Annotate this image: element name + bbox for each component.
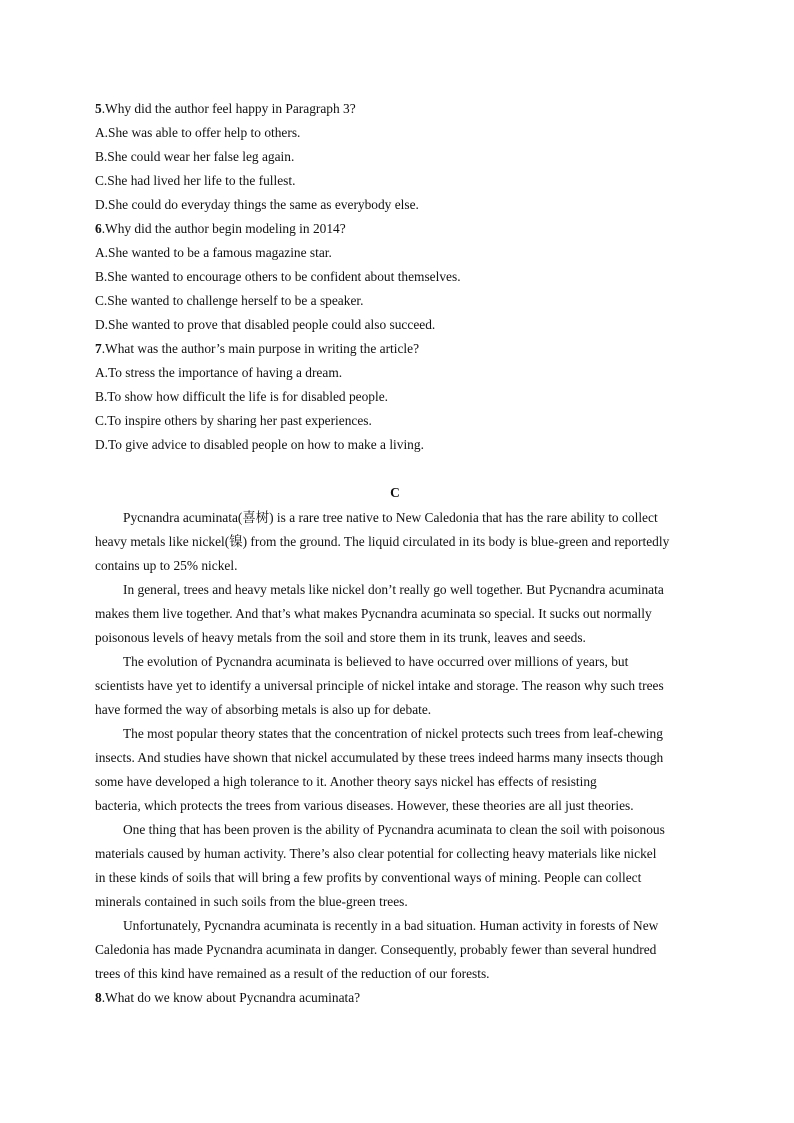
option-7d: D.To give advice to disabled people on how to make a living.: [95, 437, 424, 452]
option-7c: C.To inspire others by sharing her past experiences.: [95, 413, 372, 428]
paragraph-line: have formed the way of absorbing metals is also up for debate.: [95, 702, 432, 717]
paragraph-line: minerals contained in such soils from the blue-green trees.: [95, 894, 408, 909]
option-6d: D.She wanted to prove that disabled people could also succeed.: [95, 317, 436, 332]
section-c-title: C: [390, 485, 400, 500]
paragraph-line: some have developed a high tolerance to it. Another theory says nickel has effects of resisting: [95, 774, 597, 789]
option-5a: A.She was able to offer help to others.: [95, 125, 301, 140]
paragraph-line: in these kinds of soils that will bring a few profits by conventional ways of mining. People can collect: [95, 870, 642, 885]
paragraph-line: Unfortunately, Pycnandra acuminata is recently in a bad situation. Human activity in forests of New: [123, 918, 659, 933]
question-8: [95, 988, 695, 1012]
paragraph-line: Pycnandra acuminata(喜树) is a rare tree native to New Caledonia that has the rare ability to collect: [123, 510, 658, 525]
question-6: [95, 219, 695, 243]
question-number: 8: [95, 990, 102, 1005]
option-6b: B.She wanted to encourage others to be confident about themselves.: [95, 269, 461, 284]
paragraph-line: The evolution of Pycnandra acuminata is believed to have occurred over millions of years, but: [123, 654, 629, 669]
paragraph-line: Caledonia has made Pycnandra acuminata in danger. Consequently, probably fewer than several hundred: [95, 942, 657, 957]
question-stem: .What was the author’s main purpose in writing the article?: [101, 341, 420, 356]
paragraph-line: poisonous levels of heavy metals from the soil and store them in its trunk, leaves and seeds.: [95, 630, 586, 645]
paragraph-line: The most popular theory states that the concentration of nickel protects such trees from leaf-chewing: [123, 726, 663, 741]
option-7b: B.To show how difficult the life is for disabled people.: [95, 389, 388, 404]
paragraph-line: heavy metals like nickel(镍) from the ground. The liquid circulated in its body is blue-green and reportedly: [95, 534, 670, 549]
question-stem: .What do we know about Pycnandra acuminata?: [101, 990, 361, 1005]
paragraph-1: [95, 508, 695, 580]
question-number: 6: [95, 221, 102, 236]
option-5b: B.She could wear her false leg again.: [95, 149, 295, 164]
paragraph-line: trees of this kind have remained as a result of the reduction of our forests.: [95, 966, 490, 981]
question-number: 5: [95, 101, 102, 116]
paragraph-6: [95, 916, 695, 988]
paragraph-line: materials caused by human activity. There’s also clear potential for collecting heavy materials like nickel: [95, 846, 657, 861]
option-7a: A.To stress the importance of having a dream.: [95, 365, 343, 380]
paragraph-5: [95, 820, 695, 916]
question-stem: .Why did the author feel happy in Paragraph 3?: [101, 101, 356, 116]
option-5d: D.She could do everyday things the same as everybody else.: [95, 197, 419, 212]
paragraph-line: scientists have yet to identify a universal principle of nickel intake and storage. The reason why such trees: [95, 678, 664, 693]
paragraph-line: In general, trees and heavy metals like nickel don’t really go well together. But Pycnandra acuminata: [123, 582, 664, 597]
paragraph-line: contains up to 25% nickel.: [95, 558, 238, 573]
option-6c: C.She wanted to challenge herself to be a speaker.: [95, 293, 364, 308]
option-6a: A.She wanted to be a famous magazine star.: [95, 245, 332, 260]
paragraph-line: bacteria, which protects the trees from various diseases. However, these theories are all just theories.: [95, 798, 634, 813]
paragraph-3: [95, 652, 695, 724]
question-stem: .Why did the author begin modeling in 2014?: [101, 221, 346, 236]
paragraph-4: [95, 724, 695, 820]
option-5c: C.She had lived her life to the fullest.: [95, 173, 296, 188]
question-7: [95, 339, 695, 363]
question-number: 7: [95, 341, 102, 356]
page-content: [95, 99, 695, 1012]
paragraph-line: One thing that has been proven is the ability of Pycnandra acuminata to clean the soil with poisonous: [123, 822, 665, 837]
paragraph-line: insects. And studies have shown that nickel accumulated by these trees indeed harms many insects though: [95, 750, 664, 765]
paragraph-2: [95, 580, 695, 652]
paragraph-line: makes them live together. And that’s what makes Pycnandra acuminata so special. It sucks out normally: [95, 606, 652, 621]
question-5: [95, 99, 695, 123]
